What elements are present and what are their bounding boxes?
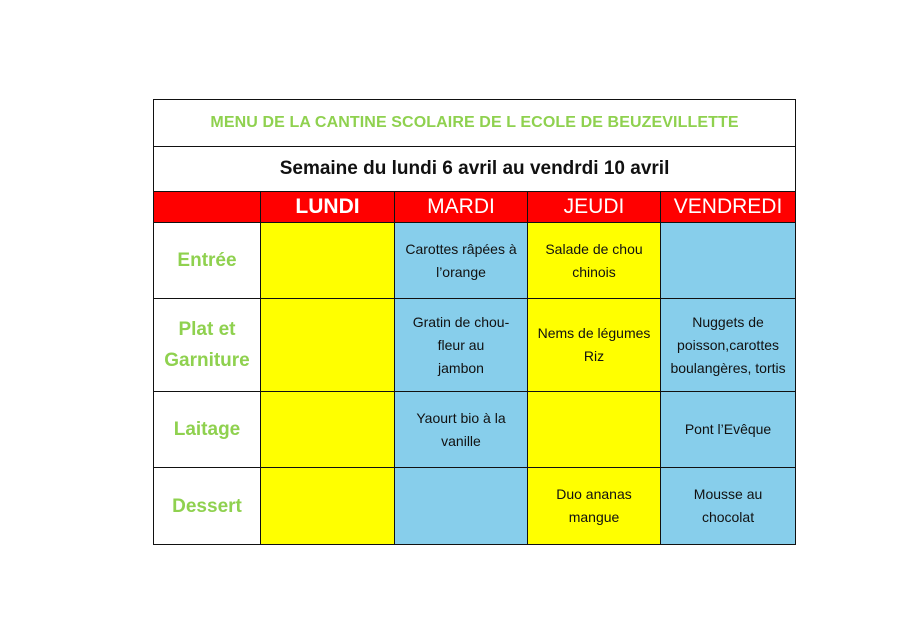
cell-entree-vendredi — [661, 223, 796, 299]
cell-laitage-lundi — [261, 392, 395, 468]
category-label: Laitage — [173, 419, 241, 440]
category-laitage — [154, 392, 261, 468]
menu-row-entree — [154, 223, 796, 299]
dish-line: mangue — [568, 509, 620, 525]
cell-dessert-lundi — [261, 468, 395, 545]
dish-line: chocolat — [701, 509, 755, 525]
dish-line: Pont l’Evêque — [684, 421, 772, 437]
cell-laitage-mardi — [395, 392, 528, 468]
category-entree — [154, 223, 261, 299]
category-label: Garniture — [164, 350, 250, 371]
dish-line: Carottes râpées à — [405, 240, 517, 257]
cell-plat-mardi — [395, 299, 528, 392]
dish-line: poisson,carottes — [677, 336, 779, 353]
menu-row-plat — [154, 299, 796, 392]
cell-dessert-vendredi — [661, 468, 796, 545]
cell-plat-jeudi — [528, 299, 661, 392]
cell-laitage-jeudi — [528, 392, 661, 468]
menu-row-laitage — [154, 392, 796, 468]
category-label: Dessert — [172, 495, 242, 517]
dish-line: l’orange — [436, 263, 486, 280]
day-header-mardi: MARDI — [395, 192, 528, 223]
category-label: Plat et — [178, 319, 236, 340]
dish-line: Nuggets de — [692, 313, 764, 330]
dish-line: Mousse au — [693, 486, 763, 502]
dish-line: Nems de légumes — [537, 325, 651, 341]
dish-line: boulangères, tortis — [670, 359, 786, 376]
cell-entree-lundi — [261, 223, 395, 299]
category-dessert — [154, 468, 261, 545]
day-header-vendredi: VENDREDI — [661, 192, 796, 223]
day-header-row — [154, 192, 796, 223]
dish-line: chinois — [572, 263, 616, 280]
menu-title: MENU DE LA CANTINE SCOLAIRE DE L ECOLE DE BEUZEVILLETTE — [154, 100, 796, 147]
menu-table — [153, 99, 796, 545]
cell-entree-mardi — [395, 223, 528, 299]
dish-line: Yaourt bio à la — [416, 409, 506, 426]
menu-row-dessert — [154, 468, 796, 545]
dish-line: vanille — [441, 432, 481, 449]
cell-entree-jeudi — [528, 223, 661, 299]
week-subtitle: Semaine du lundi 6 avril au vendrdi 10 avril — [154, 147, 796, 192]
cell-dessert-mardi — [395, 468, 528, 545]
dish-line: Gratin de chou- — [412, 313, 510, 330]
dish-line: fleur au — [437, 336, 485, 353]
day-header-blank — [154, 192, 261, 223]
cell-plat-vendredi — [661, 299, 796, 392]
category-label: Entrée — [177, 250, 237, 271]
dish-line: Salade de chou — [545, 240, 643, 257]
dish-line: jambon — [438, 359, 484, 376]
cell-laitage-vendredi — [661, 392, 796, 468]
category-plat-garniture — [154, 299, 261, 392]
cell-plat-lundi — [261, 299, 395, 392]
dish-line: Riz — [583, 348, 605, 364]
cell-dessert-jeudi — [528, 468, 661, 545]
day-header-jeudi: JEUDI — [528, 192, 661, 223]
day-header-lundi: LUNDI — [261, 192, 395, 223]
dish-line: Duo ananas — [556, 486, 632, 502]
